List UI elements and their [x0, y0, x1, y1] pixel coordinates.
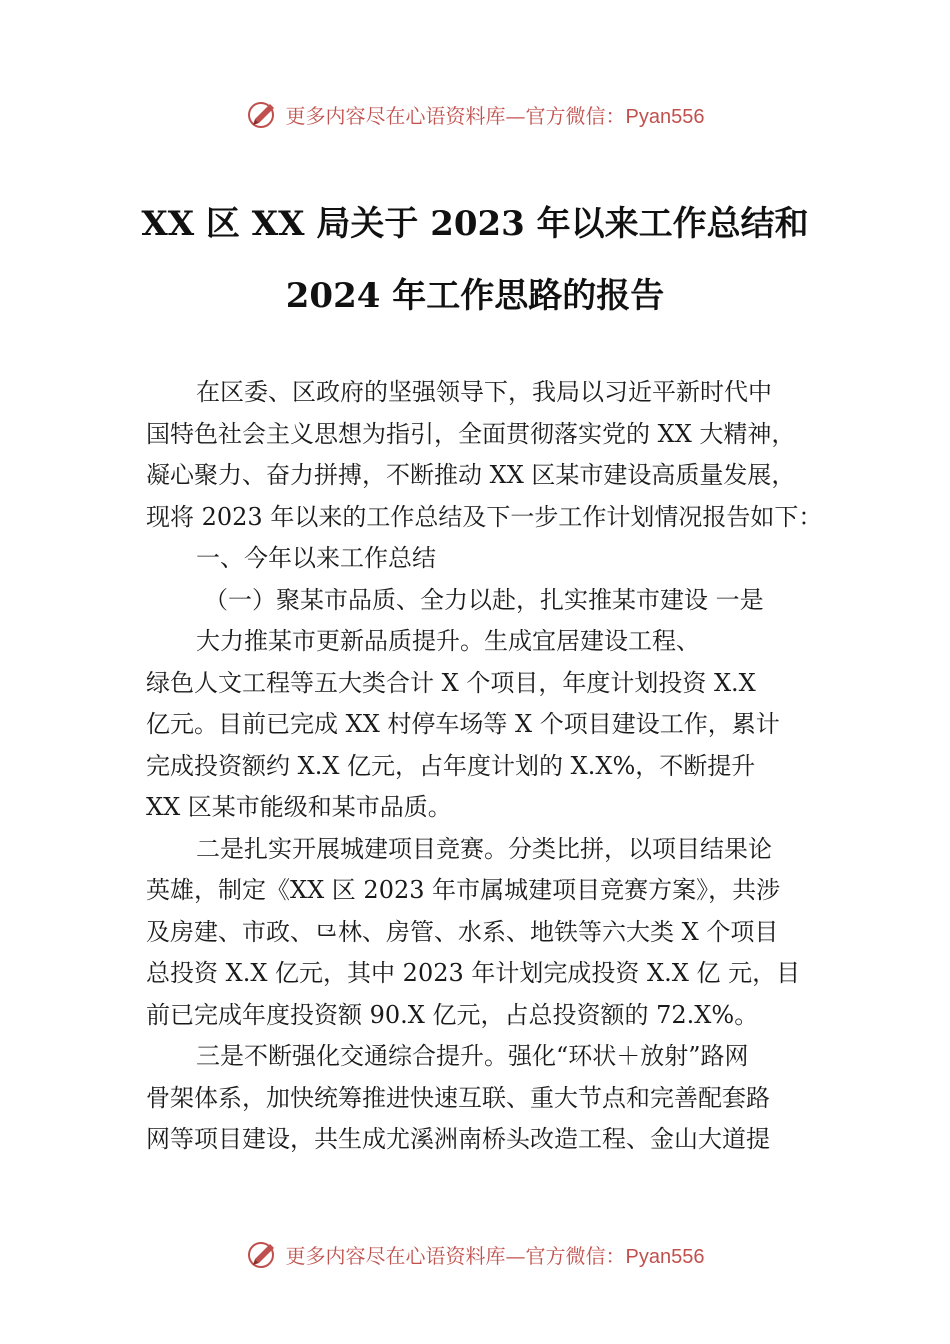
document-body [146, 372, 836, 1161]
paragraph-line: 及房建、市政、⺋林、房管、水系、地铁等六大类 X 个项目 [146, 917, 779, 946]
footer-banner [0, 1234, 950, 1274]
paragraph-line: 二是扎实开展城建项目竞赛。分类比拼，以项目结果论 [196, 834, 772, 863]
paragraph-line: 完成投资额约 X.X 亿元，占年度计划的 X.X%，不断提升 [146, 751, 756, 780]
pen-logo-icon [246, 1237, 280, 1271]
paragraph-line: 前已完成年度投资额 90.X 亿元，占总投资额的 72.X%。 [146, 1000, 759, 1029]
paragraph-line: 三是不断强化交通综合提升。强化“环状＋放射”路网 [196, 1042, 749, 1070]
paragraph-line: 现将 2023 年以来的工作总结及下一步工作计划情况报告如下： [146, 502, 823, 531]
subsection-heading: （一）聚某市品质、全力以赴，扎实推某市建设 一是 [204, 585, 764, 614]
wechat-id: Pyan556 [625, 105, 705, 128]
paragraph-line: 骨架体系，加快统筹推进快速互联、重大节点和完善配套路 [146, 1083, 770, 1112]
document-title-line-2: 2024 年工作思路的报告 [285, 276, 665, 316]
paragraph-line: 总投资 X.X 亿元，其中 2023 年计划完成投资 X.X 亿 元，目 [146, 959, 801, 987]
paragraph-line: XX 区某市能级和某市品质。 [146, 793, 452, 821]
paragraph-line: 网等项目建设，共生成尤溪洲南桥头改造工程、金山大道提 [146, 1125, 770, 1153]
section-heading: 一、今年以来工作总结 [196, 544, 436, 572]
paragraph-line: 亿元。目前已完成 XX 村停车场等 X 个项目建设工作，累计 [146, 710, 780, 738]
banner-text: 更多内容尽在心语资料库—官方微信：Pyan556 [285, 103, 705, 128]
paragraph-line: 国特色社会主义思想为指引，全面贯彻落实党的 XX 大精神， [146, 419, 796, 448]
paragraph-line: 英雄，制定《XX 区 2023 年市属城建项目竞赛方案》，共涉 [146, 876, 781, 904]
pen-logo-icon [246, 97, 280, 131]
paragraph-line: 大力推某市更新品质提升。生成宜居建设工程、 [196, 627, 700, 655]
wechat-id: Pyan556 [625, 1245, 705, 1268]
banner-text: 更多内容尽在心语资料库—官方微信：Pyan556 [285, 1243, 705, 1268]
header-banner [0, 94, 950, 134]
paragraph-line: 在区委、区政府的坚强领导下，我局以习近平新时代中 [196, 378, 772, 406]
paragraph-line: 凝心聚力、奋力拼搏，不断推动 XX 区某市建设高质量发展， [146, 461, 796, 489]
paragraph-line: 绿色人文工程等五大类合计 X 个项目，年度计划投资 X.X [146, 668, 756, 697]
document-title-line-1: XX 区 XX 局关于 2023 年以来工作总结和 [141, 204, 809, 244]
